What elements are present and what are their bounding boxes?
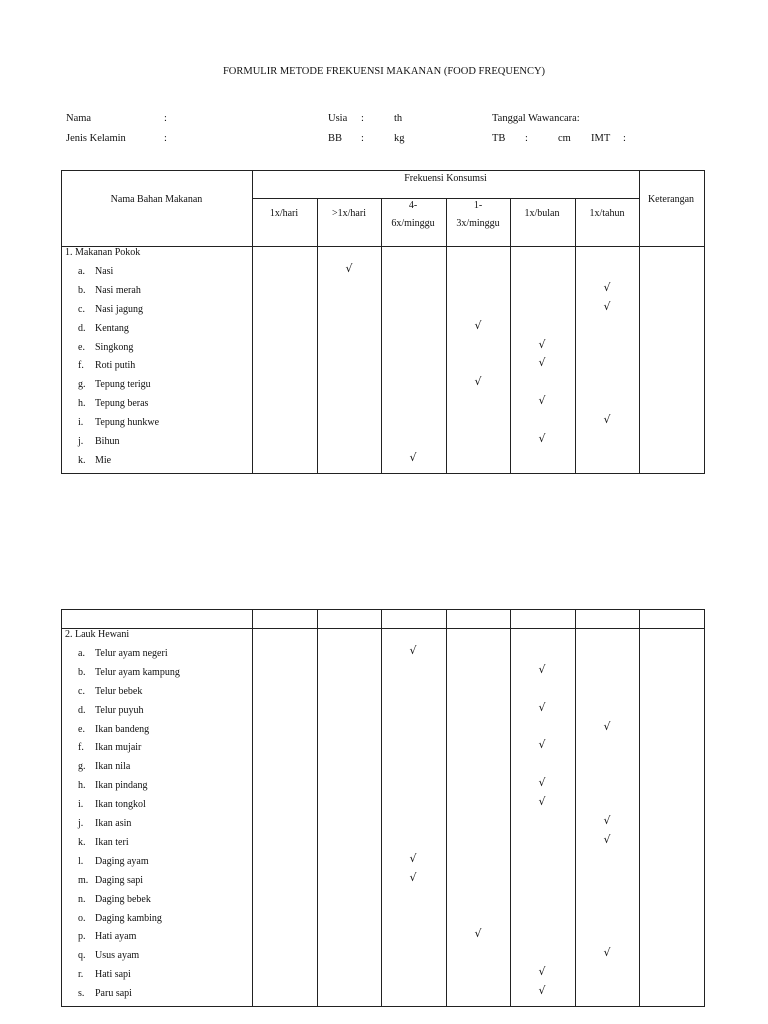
unit-th: th [394, 113, 403, 124]
check-mark: √ [474, 375, 482, 389]
item-letter: m. [78, 874, 89, 886]
item-letter: g. [78, 761, 86, 773]
table-grid-line [446, 198, 447, 474]
check-mark: √ [538, 394, 546, 408]
check-mark: √ [538, 738, 546, 752]
check-mark: √ [345, 261, 353, 275]
item-name: Ikan teri [95, 836, 129, 848]
check-mark: √ [538, 795, 546, 809]
table-grid-line [317, 198, 318, 474]
header-col-text: 4- [408, 200, 418, 211]
check-mark: √ [409, 851, 417, 865]
colon: : [623, 133, 626, 144]
table-grid-line [704, 170, 705, 474]
colon: : [525, 133, 528, 144]
page-title: FORMULIR METODE FREKUENSI MAKANAN (FOOD FREQUENCY) [222, 66, 546, 77]
item-name: Daging bebek [95, 893, 151, 905]
item-name: Ikan asin [95, 818, 132, 829]
colon: : [164, 133, 167, 144]
label-usia: Usia [328, 113, 348, 124]
item-name: Hati sapi [95, 969, 131, 981]
table-grid-line [639, 609, 640, 1007]
table-grid-line [639, 170, 640, 474]
check-mark: √ [474, 927, 482, 941]
header-nama-bahan-makanan: Nama Bahan Makanan [110, 194, 203, 205]
label-imt: IMT [591, 133, 611, 144]
table-grid-line [575, 198, 576, 474]
label-nama: Nama [66, 113, 92, 124]
item-name: Ikan tongkol [95, 799, 146, 811]
section-title: 2. Lauk Hewani [65, 629, 130, 640]
table-grid-line [61, 1006, 705, 1007]
item-letter: e. [78, 341, 85, 353]
item-letter: d. [78, 704, 86, 716]
item-name: Tepung beras [95, 398, 149, 410]
item-letter: i. [78, 417, 84, 429]
item-letter: l. [78, 855, 84, 867]
item-letter: c. [78, 303, 85, 315]
check-mark: √ [538, 776, 546, 790]
table-grid-line [381, 609, 382, 1007]
table-grid-line [61, 246, 705, 247]
food-frequency-table-1 [61, 170, 705, 474]
item-name: Usus ayam [95, 950, 140, 962]
item-name: Ikan bandeng [95, 723, 150, 735]
item-name: Daging sapi [95, 874, 144, 886]
item-name: Hati ayam [95, 931, 137, 943]
item-letter: a. [78, 265, 85, 277]
table-grid-line [446, 609, 447, 1007]
header-frekuensi-konsumsi: Frekuensi Konsumsi [404, 173, 487, 184]
item-name: Telur bebek [95, 685, 143, 697]
item-name: Singkong [95, 341, 134, 353]
item-name: Ikan nila [95, 761, 131, 773]
item-letter: k. [78, 454, 86, 466]
label-tanggal-wawancara: Tanggal Wawancara: [492, 113, 580, 124]
item-letter: s. [78, 988, 85, 1000]
header-col-text: 1x/tahun [589, 208, 625, 219]
item-letter: f. [78, 742, 84, 754]
table-grid-line [317, 609, 318, 1007]
check-mark: √ [538, 984, 546, 998]
item-letter: o. [78, 912, 86, 924]
check-mark: √ [538, 662, 546, 676]
table-grid-line [61, 170, 62, 474]
item-letter: i. [78, 799, 84, 811]
header-col-text: 3x/minggu [456, 218, 500, 229]
item-letter: b. [78, 666, 86, 678]
header-col-text: 1x/hari [269, 208, 299, 219]
label-jenis-kelamin: Jenis Kelamin [66, 133, 126, 144]
item-name: Ikan pindang [95, 780, 148, 792]
item-letter: q. [78, 950, 86, 962]
item-name: Telur ayam kampung [95, 666, 180, 678]
item-name: Tepung terigu [95, 379, 151, 391]
header-col-text: 1x/bulan [524, 208, 560, 219]
food-frequency-table-2 [61, 609, 705, 1007]
check-mark: √ [603, 280, 611, 294]
check-mark: √ [538, 965, 546, 979]
item-letter: p. [78, 931, 86, 943]
check-mark: √ [474, 318, 482, 332]
colon: : [164, 113, 167, 124]
table-grid-line [61, 628, 705, 629]
check-mark: √ [409, 870, 417, 884]
check-mark: √ [603, 814, 611, 827]
item-name: Ikan mujair [95, 742, 142, 754]
table-grid-line [381, 198, 382, 474]
item-name: Telur ayam negeri [95, 647, 168, 659]
header-col-text: 1- [473, 200, 483, 211]
item-letter: k. [78, 836, 86, 848]
item-letter: j. [78, 436, 84, 447]
check-mark: √ [538, 356, 546, 370]
check-mark: √ [409, 643, 417, 657]
section-title: 1. Makanan Pokok [65, 247, 141, 258]
unit-kg: kg [394, 133, 405, 144]
item-letter: r. [78, 969, 84, 981]
table-grid-line [61, 609, 705, 610]
header-col-5 [575, 205, 639, 223]
item-letter: n. [78, 893, 86, 905]
item-name: Nasi [95, 265, 114, 277]
check-mark: √ [603, 413, 611, 427]
item-letter: a. [78, 647, 85, 659]
colon: : [361, 133, 364, 144]
item-name: Tepung hunkwe [95, 417, 160, 429]
table-grid-line [252, 609, 253, 1007]
check-mark: √ [538, 337, 546, 351]
item-name: Paru sapi [95, 988, 132, 1000]
item-letter: b. [78, 284, 86, 296]
item-name: Mie [95, 454, 112, 466]
check-mark: √ [538, 432, 546, 445]
item-letter: g. [78, 379, 86, 391]
item-letter: h. [78, 780, 86, 792]
item-letter: d. [78, 322, 86, 334]
item-name: Daging kambing [95, 912, 162, 924]
header-col-text: >1x/hari [332, 208, 366, 219]
table-grid-line [704, 609, 705, 1007]
item-letter: f. [78, 360, 84, 372]
item-letter: c. [78, 685, 85, 697]
label-tb: TB [492, 133, 506, 144]
header-col-2 [381, 197, 445, 233]
item-name: Nasi merah [95, 284, 141, 296]
check-mark: √ [538, 700, 546, 714]
check-mark: √ [409, 450, 417, 464]
header-col-text: 6x/minggu [391, 218, 435, 229]
item-letter: h. [78, 398, 86, 410]
item-letter: e. [78, 723, 85, 735]
check-mark: √ [603, 299, 611, 313]
header-col-3 [446, 197, 510, 233]
item-name: Nasi jagung [95, 303, 144, 315]
header-col-1 [317, 205, 381, 223]
item-name: Kentang [95, 322, 129, 334]
unit-cm: cm [558, 133, 571, 144]
item-letter: j. [78, 818, 84, 829]
item-name: Bihun [95, 436, 120, 447]
item-name: Telur puyuh [95, 704, 144, 716]
header-col-0 [252, 205, 316, 223]
check-mark: √ [603, 719, 611, 733]
check-mark: √ [603, 832, 611, 846]
label-bb: BB [328, 133, 343, 144]
check-mark: √ [603, 946, 611, 960]
header-col-4 [510, 205, 574, 223]
item-name: Roti putih [95, 360, 136, 372]
colon: : [361, 113, 364, 124]
table-grid-line [61, 473, 705, 474]
header-keterangan: Keterangan [647, 194, 695, 205]
table-grid-line [61, 609, 62, 1007]
item-name: Daging ayam [95, 855, 149, 867]
